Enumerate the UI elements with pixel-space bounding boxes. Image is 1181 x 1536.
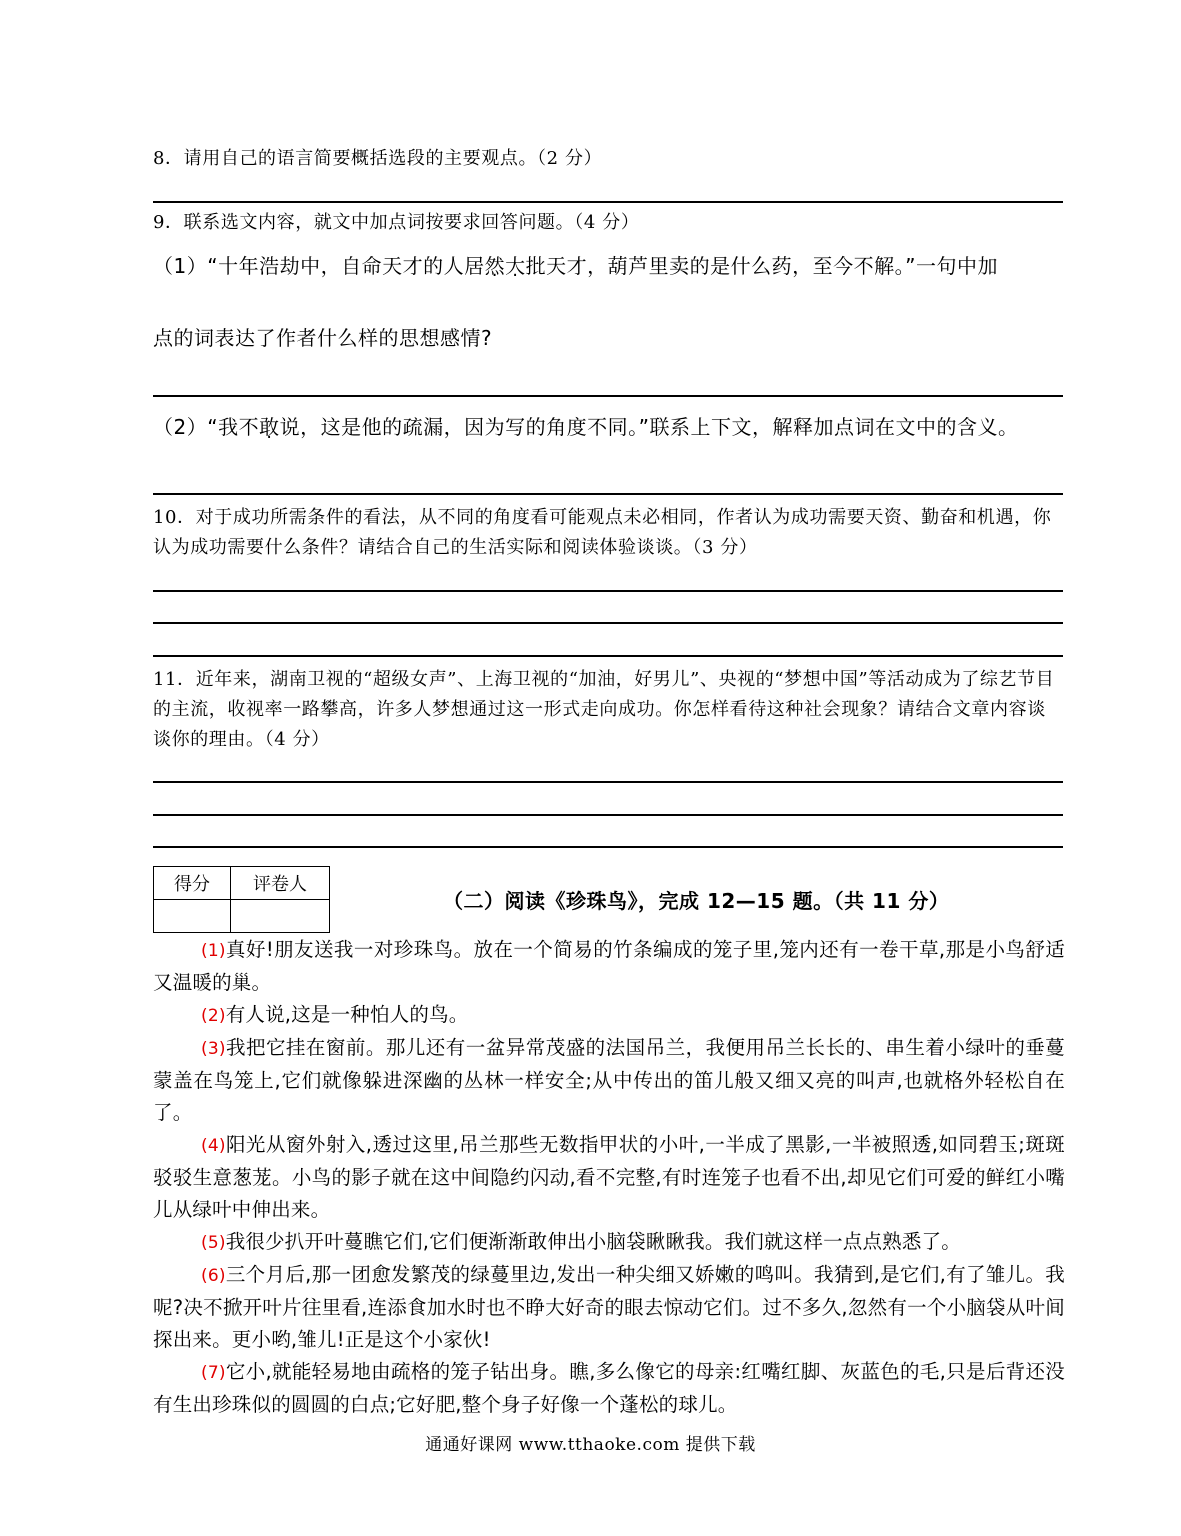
paragraph-number: (5) [201, 1233, 226, 1253]
question-9-sub1-line2: 点的词表达了作者什么样的思想感情? [153, 326, 493, 350]
paragraph-text: 我很少扒开叶蔓瞧它们,它们便渐渐敢伸出小脑袋瞅瞅我。我们就这样一点点熟悉了。 [225, 1230, 961, 1253]
answer-line [153, 655, 1063, 657]
paragraph-text: 它小,就能轻易地由疏格的笼子钻出身。瞧,多么像它的母亲:红嘴红脚、灰蓝色的毛,只是后背还没有生出珍珠似的圆圆的白点;它好肥,整个身子好像一个蓬松的球儿。 [153, 1360, 1065, 1416]
paragraph-text: 真好!朋友送我一对珍珠鸟。放在一个简易的竹条编成的笼子里,笼内还有一卷干草,那是小鸟舒适又温暖的巢。 [153, 938, 1065, 994]
sub2-post: 说，这是他的疏漏，因为写的角度不同。”联系上下文，解释加点词在文中的含义。 [279, 415, 1019, 439]
score-table [153, 866, 330, 933]
answer-line [153, 622, 1063, 624]
paragraph-text: 三个月后,那一团愈发繁茂的绿蔓里边,发出一种尖细又娇嫩的鸣叫。我猜到,是它们,有了雏儿。我呢?决不掀开叶片往里看,连添食加水时也不睁大好奇的眼去惊动它们。过不多久,忽然有一个小脑袋从叶间探出来。更小哟,雏儿!正是这个小家伙! [153, 1263, 1065, 1351]
paragraph-text: 我把它挂在窗前。那儿还有一盆异常茂盛的法国吊兰，我便用吊兰长长的、串生着小绿叶的垂蔓蒙盖在鸟笼上,它们就像躲进深幽的丛林一样安全;从中传出的笛儿般又细又亮的叫声,也就格外轻松自在了。 [153, 1036, 1065, 1124]
question-11: 11．近年来，湖南卫视的“超级女声”、上海卫视的“加油，好男儿”、央视的“梦想中国”等活动成为了综艺节目的主流，收视率一路攀高，许多人梦想通过这一形式走向成功。你怎样看待这种社会现象？请结合文章内容谈谈你的理由。（4 分） [153, 669, 1055, 750]
question-9-sub1 [153, 250, 1063, 282]
score-cell [154, 900, 231, 933]
answer-line [153, 493, 1063, 495]
paragraph-number: (1) [201, 941, 226, 961]
passage-paragraph [153, 1259, 1065, 1356]
passage-paragraph [153, 999, 1065, 1032]
footer: 通通好课网 www.tthaoke.com 提供下载 [425, 1435, 756, 1455]
paragraph-text: 阳光从窗外射入,透过这里,吊兰那些无数指甲状的小叶,一半成了黑影,一半被照透,如同碧玉;斑斑驳驳生意葱茏。小鸟的影子就在这中间隐约闪动,看不完整,有时连笼子也看不出,却见它们可爱的鲜红小嘴儿从绿叶中伸出来。 [153, 1133, 1065, 1221]
passage-paragraph [153, 934, 1065, 999]
sub1-pre: （1）“十年浩劫中，自命天才的人居 [153, 254, 485, 278]
paragraph-number: (4) [201, 1136, 226, 1156]
paragraph-number: (2) [201, 1006, 226, 1026]
answer-line [153, 846, 1063, 848]
answer-line [153, 590, 1063, 592]
question-8: 8．请用自己的语言简要概括选段的主要观点。（2 分） [153, 148, 603, 169]
passage-paragraph [153, 1226, 1065, 1259]
sub2-pre: （2）“我不 [153, 415, 260, 439]
grader-header: 评卷人 [231, 867, 330, 900]
passage-paragraph [153, 1356, 1065, 1421]
paragraph-text: 有人说,这是一种怕人的鸟。 [225, 1003, 469, 1026]
section-title: （二）阅读《珍珠鸟》，完成 12—15 题。（共 11 分） [443, 889, 950, 913]
paragraph-number: (7) [201, 1363, 226, 1383]
paragraph-number: (6) [201, 1266, 226, 1286]
answer-line [153, 781, 1063, 783]
grader-cell [231, 900, 330, 933]
passage-paragraph [153, 1129, 1065, 1226]
question-9-stem: 9．联系选文内容，就文中加点词按要求回答问题。（4 分） [153, 212, 640, 233]
question-10: 10．对于成功所需条件的看法，从不同的角度看可能观点未必相同，作者认为成功需要天资、勤奋和机遇，你认为成功需要什么条件？请结合自己的生活实际和阅读体验谈谈。（3 分） [153, 507, 1052, 558]
passage [153, 934, 1065, 1421]
dotted-char: 然 [484, 254, 506, 278]
dotted-char: 大 [505, 254, 526, 278]
paragraph-number: (3) [201, 1039, 226, 1059]
answer-line [153, 395, 1063, 397]
dotted-char: 敢 [259, 415, 280, 439]
answer-line [153, 201, 1063, 203]
answer-line [153, 814, 1063, 816]
score-header: 得分 [154, 867, 231, 900]
question-9-sub2 [153, 412, 1063, 442]
passage-paragraph [153, 1032, 1065, 1129]
sub1-post: 批天才，葫芦里卖的是什么药，至今不解。”一句中加 [525, 254, 998, 278]
